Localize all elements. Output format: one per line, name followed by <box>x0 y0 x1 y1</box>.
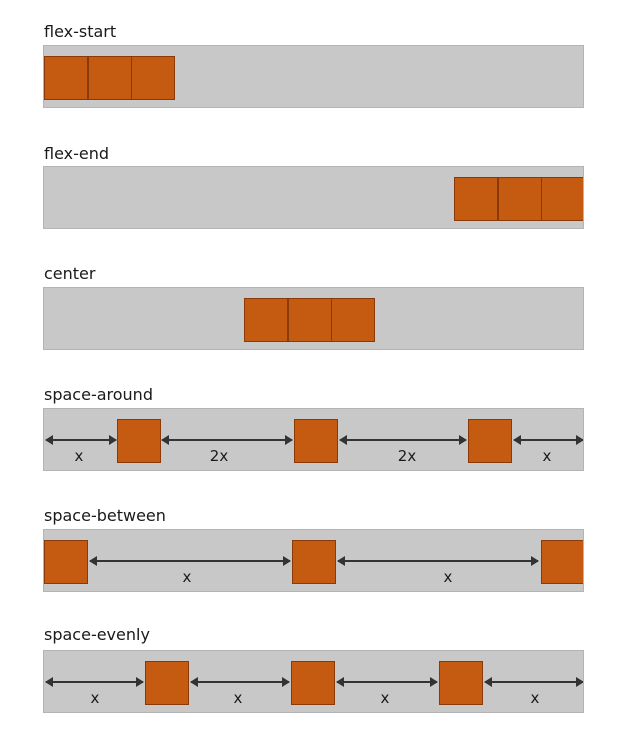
flex-item <box>468 419 512 463</box>
gap-arrow <box>337 681 437 683</box>
flex-item <box>331 298 375 342</box>
gap-label: x <box>530 689 540 707</box>
gap-arrow <box>340 439 466 441</box>
flex-item <box>541 540 584 584</box>
space-evenly-container <box>43 650 584 713</box>
flex-item <box>294 419 338 463</box>
flex-item <box>117 419 161 463</box>
gap-label: 2x <box>397 447 417 465</box>
gap-arrow <box>90 560 290 562</box>
flex-item <box>541 177 584 221</box>
gap-arrow <box>191 681 289 683</box>
flex-item <box>44 56 88 100</box>
title-space-around: space-around <box>44 385 153 404</box>
flex-item <box>145 661 189 705</box>
flex-item <box>291 661 335 705</box>
gap-arrow <box>46 439 116 441</box>
gap-label: x <box>182 568 192 586</box>
gap-arrow <box>46 681 143 683</box>
center-container <box>43 287 584 350</box>
flex-item <box>288 298 332 342</box>
gap-label: x <box>443 568 453 586</box>
flex-item <box>292 540 336 584</box>
title-flex-end: flex-end <box>44 144 110 163</box>
gap-label: x <box>233 689 243 707</box>
gap-arrow <box>514 439 583 441</box>
gap-arrow <box>338 560 538 562</box>
gap-label: x <box>542 447 552 465</box>
title-flex-start: flex-start <box>44 22 117 41</box>
space-between-container <box>43 529 584 592</box>
gap-arrow <box>485 681 583 683</box>
flex-item <box>244 298 288 342</box>
gap-arrow <box>162 439 292 441</box>
space-around-container <box>43 408 584 471</box>
flex-item <box>88 56 132 100</box>
gap-label: x <box>380 689 390 707</box>
gap-label: x <box>90 689 100 707</box>
flex-item <box>44 540 88 584</box>
title-space-between: space-between <box>44 506 166 525</box>
title-space-evenly: space-evenly <box>44 625 150 644</box>
flex-item <box>454 177 498 221</box>
flex-item <box>498 177 542 221</box>
gap-label: 2x <box>209 447 229 465</box>
flex-item <box>439 661 483 705</box>
flex-item <box>131 56 175 100</box>
flex-start-container <box>43 45 584 108</box>
title-center: center <box>44 264 96 283</box>
gap-label: x <box>74 447 84 465</box>
flex-end-container <box>43 166 584 229</box>
